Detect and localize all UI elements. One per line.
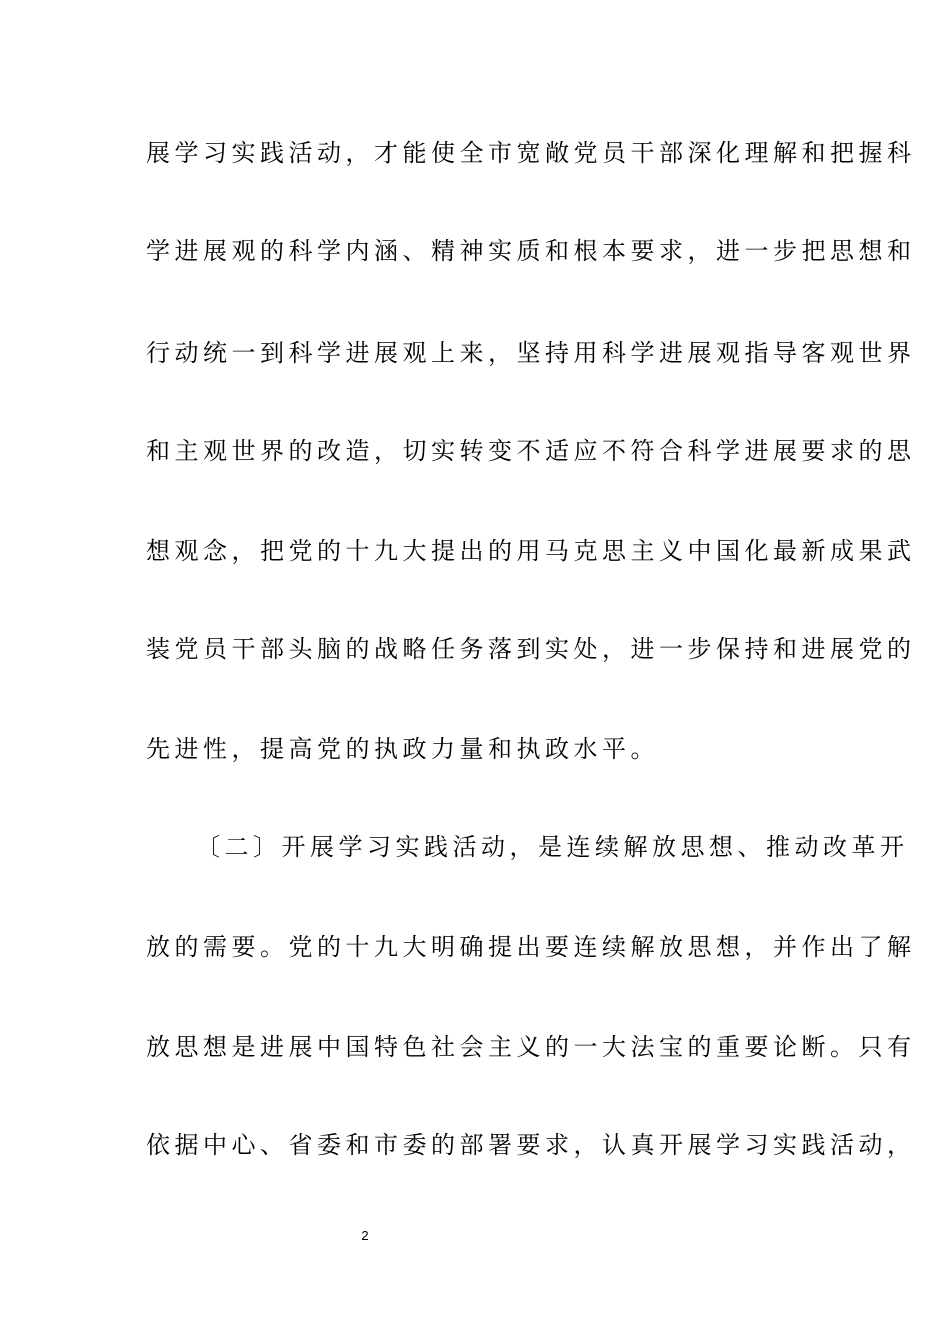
body-text-line: 和主观世界的改造，切实转变不适应不符合科学进展要求的思 bbox=[146, 437, 916, 465]
body-text-line: 放思想是进展中国特色社会主义的一大法宝的重要论断。只有 bbox=[146, 1033, 916, 1061]
page-number: 2 bbox=[361, 1228, 369, 1243]
section-heading-line: 〔二〕开展学习实践活动，是连续解放思想、推动改革开 bbox=[196, 833, 909, 861]
body-text-line: 想观念，把党的十九大提出的用马克思主义中国化最新成果武 bbox=[146, 537, 916, 565]
body-text-line: 行动统一到科学进展观上来，坚持用科学进展观指导客观世界 bbox=[146, 339, 916, 367]
body-text-line: 装党员干部头脑的战略任务落到实处，进一步保持和进展党的 bbox=[146, 635, 916, 663]
body-text-line: 学进展观的科学内涵、精神实质和根本要求，进一步把思想和 bbox=[146, 237, 916, 265]
body-text-line: 依据中心、省委和市委的部署要求，认真开展学习实践活动， bbox=[146, 1131, 916, 1159]
body-text-line: 先进性，提高党的执政力量和执政水平。 bbox=[146, 735, 659, 763]
body-text-line: 展学习实践活动，才能使全市宽敞党员干部深化理解和把握科 bbox=[146, 139, 916, 167]
body-text-line: 放的需要。党的十九大明确提出要连续解放思想，并作出了解 bbox=[146, 933, 916, 961]
